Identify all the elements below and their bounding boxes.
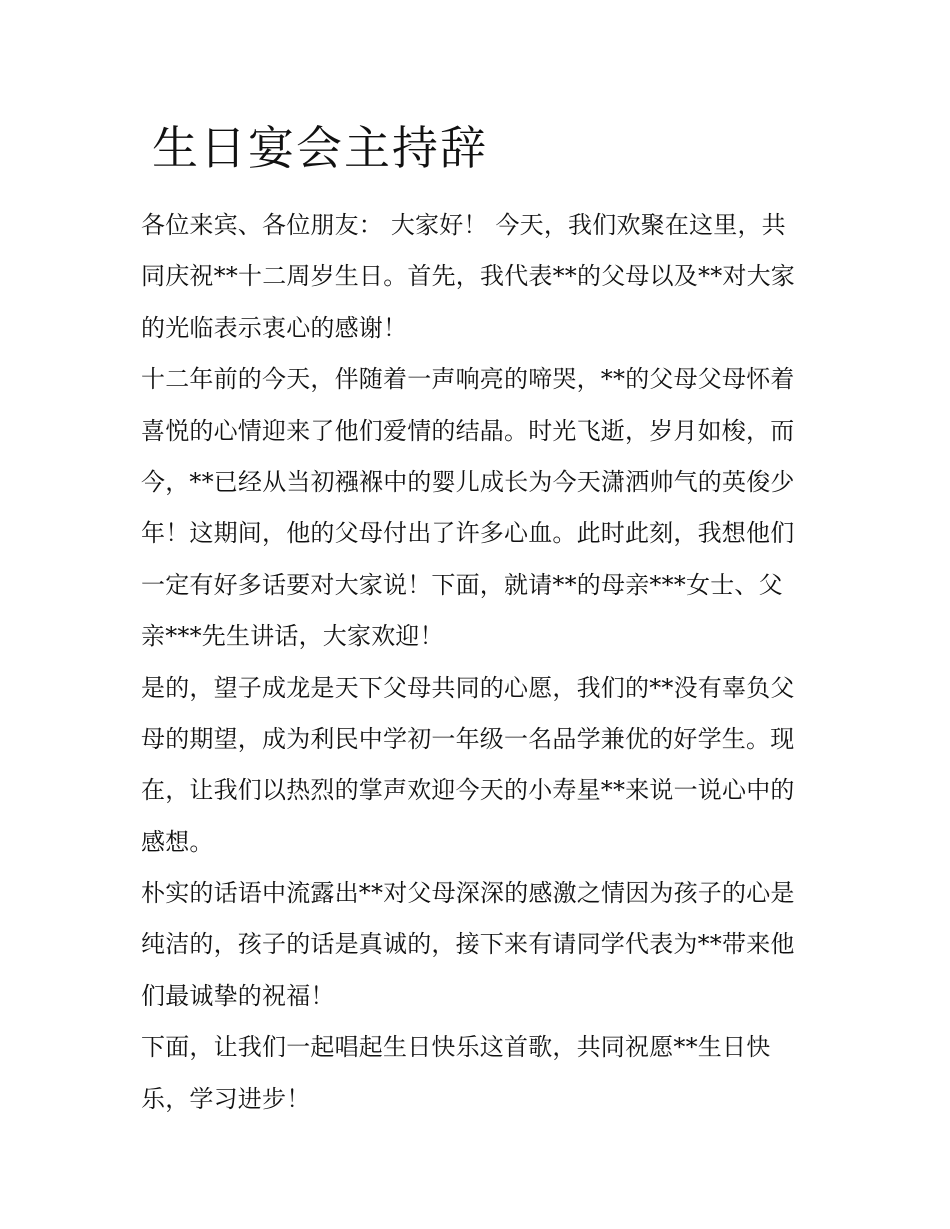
body-line: 各位来宾、各位朋友： 大家好！ 今天，我们欢聚在这里，共 — [141, 211, 786, 239]
body-line: 乐，学习进步！ — [141, 1084, 311, 1113]
body-line: 母的期望，成为利民中学初一年级一名品学兼优的好学生。现 — [141, 724, 795, 753]
body-line: 们最诚挚的祝福！ — [141, 981, 335, 1010]
body-line: 朴实的话语中流露出**对父母深深的感激之情因为孩子的心是 — [141, 879, 795, 908]
body-line: 在，让我们以热烈的掌声欢迎今天的小寿星**来说一说心中的 — [141, 776, 795, 805]
body-line: 的光临表示衷心的感谢！ — [141, 313, 408, 342]
document-title: 生日宴会主持辞 — [152, 121, 488, 175]
body-line: 同庆祝**十二周岁生日。首先，我代表**的父母以及**对大家 — [141, 262, 795, 291]
body-line: 亲***先生讲话，大家欢迎！ — [141, 622, 444, 651]
document-body — [141, 200, 841, 1125]
body-line: 下面，让我们一起唱起生日快乐这首歌，共同祝愿**生日快 — [141, 1033, 771, 1062]
body-line: 一定有好多话要对大家说！下面，就请**的母亲***女士、父 — [141, 570, 783, 599]
body-line: 纯洁的，孩子的话是真诚的，接下来有请同学代表为**带来他 — [141, 930, 795, 959]
body-line: 感想。 — [141, 827, 214, 856]
body-line: 今，**已经从当初襁褓中的婴儿成长为今天潇洒帅气的英俊少 — [141, 467, 795, 496]
body-line: 喜悦的心情迎来了他们爱情的结晶。时光飞逝，岁月如梭，而 — [141, 416, 795, 445]
body-line: 是的，望子成龙是天下父母共同的心愿，我们的**没有辜负父 — [141, 673, 795, 702]
body-line: 十二年前的今天，伴随着一声响亮的啼哭，**的父母父母怀着 — [141, 365, 795, 394]
body-line: 年！这期间，他的父母付出了许多心血。此时此刻，我想他们 — [141, 519, 795, 548]
